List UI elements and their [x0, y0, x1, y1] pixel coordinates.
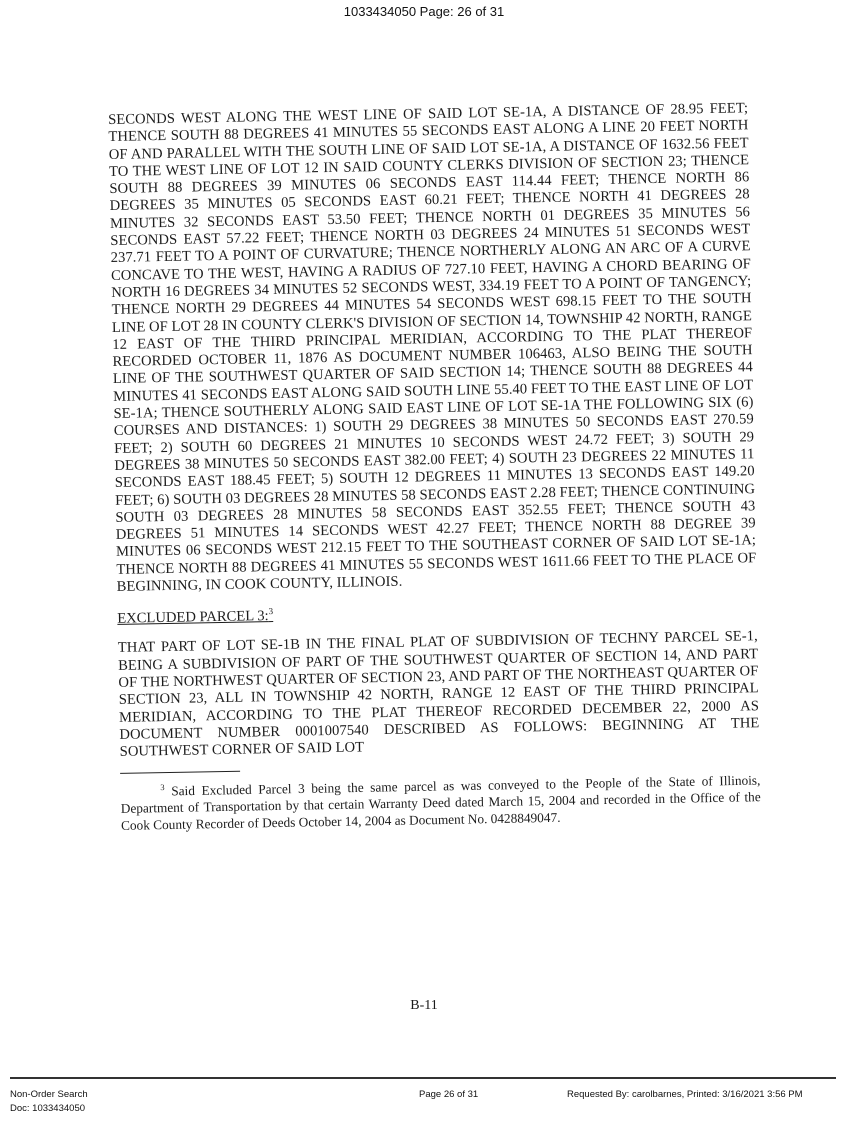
footer-divider	[10, 1077, 836, 1079]
page-number: B-11	[410, 998, 438, 1013]
legal-description-paragraph: SECONDS WEST ALONG THE WEST LINE OF SAID LOT SE-1A, A DISTANCE OF 28.95 FEET; THENCE SOUTH 88 DEGREES 41 MINUTES 55 SECONDS EAST ALONG A LINE 20 FEET NORTH OF AND PARALLEL WITH THE SOUTH LINE OF SAID LOT SE-1A, A DISTANCE OF 1632.56 FEET TO THE WEST LINE OF LOT 12 IN SAID COUNTY CLERKS DIVISION OF SECTION 23; THENCE SOUTH 88 DEGREES 39 MINUTES 06 SECONDS EAST 114.44 FEET; THENCE NORTH 86 DEGREES 35 MINUTES 05 SECONDS EAST 60.21 FEET; THENCE NORTH 41 DEGREES 28 MINUTES 32 SECONDS EAST 53.50 FEET; THENCE NORTH 01 DEGREES 35 MINUTES 56 SECONDS EAST 57.22 FEET; THENCE NORTH 03 DEGREES 24 MINUTES 51 SECONDS WEST 237.71 FEET TO A POINT OF CURVATURE; THENCE NORTHERLY ALONG AN ARC OF A CURVE CONCAVE TO THE WEST, HAVING A RADIUS OF 727.10 FEET, HAVING A CHORD BEARING OF NORTH 16 DEGREES 34 MINUTES 52 SECONDS WEST, 334.19 FEET TO A POINT OF TANGENCY; THENCE NORTH 29 DEGREES 44 MINUTES 54 SECONDS WEST 698.15 FEET TO THE SOUTH LINE OF LOT 28 IN COUNTY CLERK'S DIVISION OF SECTION 14, TOWNSHIP 42 NORTH, RANGE 12 EAST OF THE THIRD PRINCIPAL MERIDIAN, ACCORDING TO THE PLAT THEREOF RECORDED OCTOBER 11, 1876 AS DOCUMENT NUMBER 106463, ALSO BEING THE SOUTH LINE OF THE SOUTHWEST QUARTER OF SAID SECTION 14; THENCE SOUTH 88 DEGREES 44 MINUTES 41 SECONDS EAST ALONG SAID SOUTH LINE 55.40 FEET TO THE EAST LINE OF LOT SE-1A; THENCE SOUTHERLY ALONG SAID EAST LINE OF LOT SE-1A THE FOLLOWING SIX (6) COURSES AND DISTANCES: 1) SOUTH 29 DEGREES 38 MINUTES 50 SECONDS EAST 270.59 FEET; 2) SOUTH 60 DEGREES 21 MINUTES 10 SECONDS WEST 24.72 FEET; 3) SOUTH 29 DEGREES 38 MINUTES 50 SECONDS EAST 382.00 FEET; 4) SOUTH 23 DEGREES 22 MINUTES 11 SECONDS EAST 188.45 FEET; 5) SOUTH 12 DEGREES 11 MINUTES 13 SECONDS EAST 149.20 FEET; 6) SOUTH 03 DEGREES 28 MINUTES 58 SECONDS EAST 2.28 FEET; THENCE CONTINUING SOUTH 03 DEGREES 28 MINUTES 58 SECONDS EAST 352.55 FEET; THENCE SOUTH 43 DEGREES 51 MINUTES 14 SECONDS WEST 42.27 FEET; THENCE NORTH 88 DEGREE 39 MINUTES 06 SECONDS WEST 212.15 FEET TO THE SOUTHEAST CORNER OF SAID LOT SE-1A; THENCE NORTH 88 DEGREES 41 MINUTES 55 SECONDS WEST 1611.66 FEET TO THE PLACE OF BEGINNING, IN COOK COUNTY, ILLINOIS.	[108, 100, 757, 595]
scanned-page-content	[108, 100, 761, 834]
footnote-indent	[121, 795, 161, 796]
footer-left	[10, 1088, 88, 1116]
footnote-reference: 3	[268, 606, 274, 617]
recording-header: 1033434050 Page: 26 of 31	[343, 4, 505, 19]
footer-page-count: Page 26 of 31	[419, 1089, 479, 1100]
footnote	[120, 768, 761, 834]
footnote-marker: 3	[160, 781, 165, 792]
section-heading-text: EXCLUDED PARCEL 3:	[117, 608, 269, 628]
footnote-divider	[120, 770, 240, 773]
footer-doc-number: Doc: 1033434050	[10, 1103, 86, 1114]
section-heading	[117, 595, 757, 629]
excluded-parcel-paragraph: THAT PART OF LOT SE-1B IN THE FINAL PLAT OF SUBDIVISION OF TECHNY PARCEL SE-1, BEING A SUBDIVISION OF PART OF THE SOUTHWEST QUARTER OF SECTION 14, AND PART OF THE NORTHWEST QUARTER OF SECTION 23, AND PART OF THE NORTHEAST QUARTER OF SECTION 23, ALL IN TOWNSHIP 42 NORTH, RANGE 12 EAST OF THE THIRD PRINCIPAL MERIDIAN, ACCORDING TO THE PLAT THEREOF RECORDED DECEMBER 22, 2000 AS DOCUMENT NUMBER 0001007540 DESCRIBED AS FOLLOWS: BEGINNING AT THE SOUTHWEST CORNER OF SAID LOT	[117, 628, 760, 761]
footnote-text: Said Excluded Parcel 3 being the same parcel as was conveyed to the People of the State of Illinois, Department of Transportation by that certain Warranty Deed dated March 15, 2004 and recorded in the Office of the Cook County Recorder of Deeds October 14, 2004 as Document No. 0428849047.	[120, 772, 761, 833]
footer-search-type: Non-Order Search	[10, 1089, 88, 1100]
footer-requested-by: Requested By: carolbarnes, Printed: 3/16/2021 3:56 PM	[567, 1089, 803, 1100]
